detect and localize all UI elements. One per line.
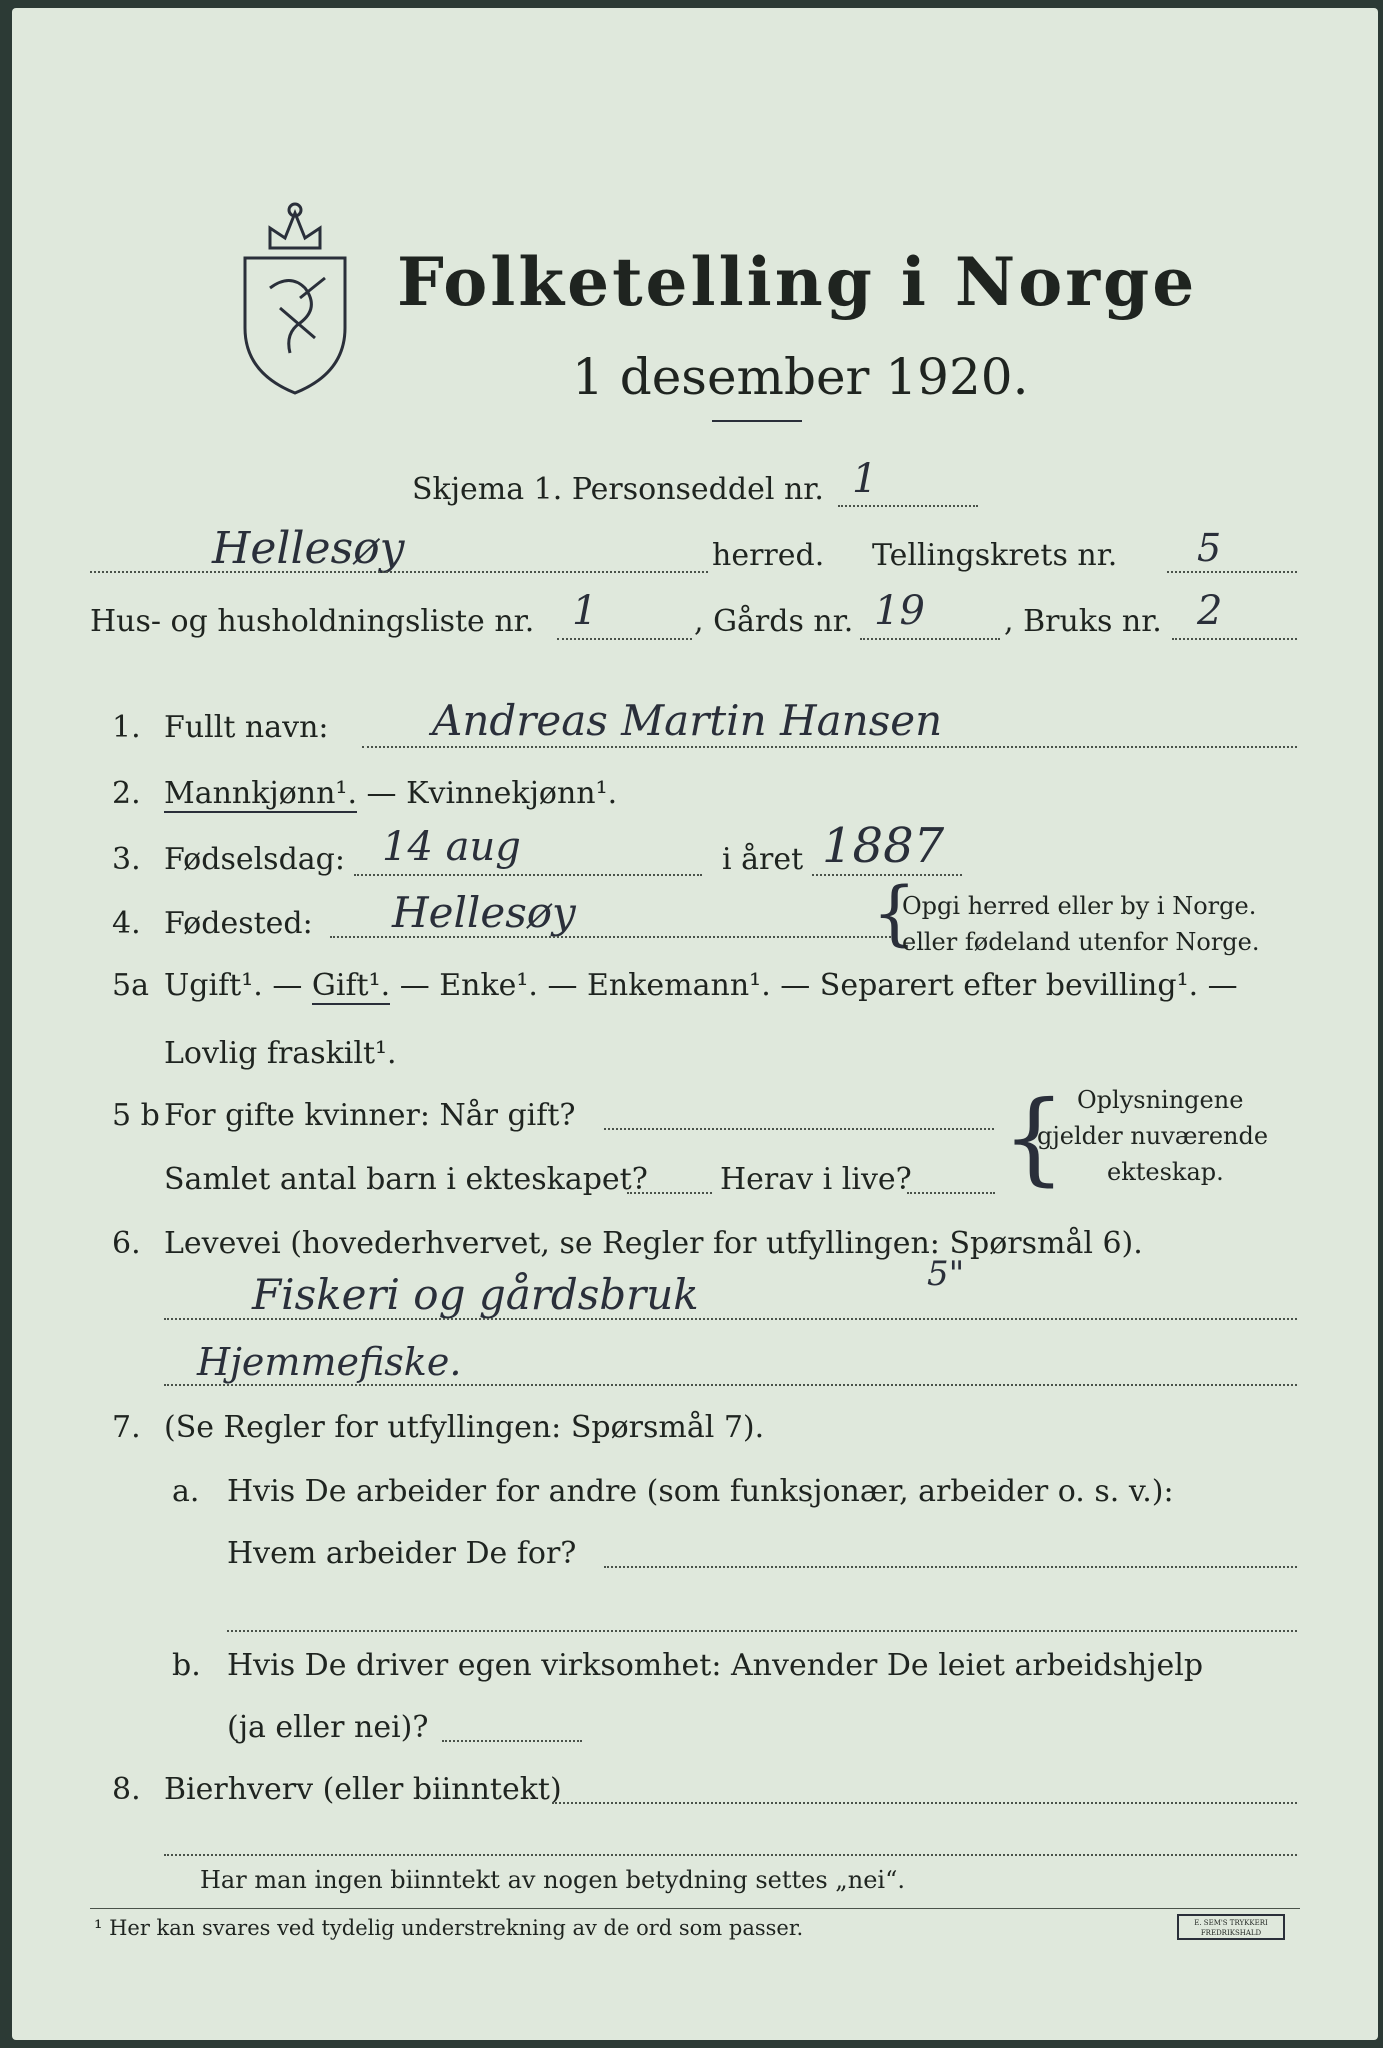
q6-label: Levevei (hovederhvervet, se Regler for utfyllingen: Spørsmål 6). [164,1226,1143,1261]
option-lovlig-fraskilt[interactable]: Lovlig fraskilt¹. [164,1036,397,1071]
q4-note-line1: Opgi herred eller by i Norge. [902,892,1257,920]
q5b-line1: For gifte kvinner: Når gift? [164,1098,576,1133]
herred-answer[interactable]: Hellesøy [212,523,405,574]
birthplace-field[interactable] [330,936,895,938]
q3-label: Fødselsdag: [164,842,345,877]
levevei-answer-2[interactable]: Hjemmefiske. [197,1340,462,1384]
schema-label: Skjema 1. Personseddel nr. [412,472,824,507]
q8-label: Bierhverv (eller biinntekt) [164,1772,562,1807]
q4-label: Fødested: [164,906,313,941]
q5b-number: 5 b [112,1098,160,1133]
q5b-line2a: Samlet antal barn i ekteskapet? [164,1162,648,1197]
birth-year-answer[interactable]: 1887 [822,818,945,874]
levevei-field-1[interactable] [164,1318,1297,1320]
q5b-note2: gjelder nuværende [1037,1122,1269,1150]
birthday-answer[interactable]: 14 aug [382,824,521,870]
bruks-answer[interactable]: 2 [1197,588,1223,634]
q8-number: 8. [112,1772,141,1807]
q6-number: 6. [112,1226,141,1261]
tellingskrets-answer[interactable]: 5 [1197,526,1222,570]
q5a-options [164,968,1238,1003]
bruks-field[interactable] [1172,638,1297,640]
husholdningsliste-label: Hus- og husholdningsliste nr. [90,604,535,639]
full-name-field[interactable] [362,746,1297,748]
q7-number: 7. [112,1410,141,1445]
q5b-brace: { [1002,1079,1066,1196]
printer-stamp-text: E. SEM'S TRYKKERI FREDRIKSHALD [1194,1919,1268,1937]
q5b-line2b: Herav i live? [720,1162,912,1197]
census-date: 1 desember 1920. [572,348,1029,406]
levevei-answer-1[interactable]: Fiskeri og gårdsbruk [252,1270,699,1319]
q8-note: Har man ingen biinntekt av nogen betydning settes „nei“. [200,1866,905,1894]
q1-label: Fullt navn: [164,710,329,745]
gards-answer[interactable]: 19 [874,588,925,634]
q7b-letter: b. [172,1648,201,1683]
bruks-label: , Bruks nr. [1004,604,1162,639]
herred-label: herred. [712,538,825,573]
q4-number: 4. [112,906,141,941]
q2-options [164,776,617,811]
tellingskrets-label: Tellingskrets nr. [872,538,1118,573]
option-ugift[interactable]: Ugift¹. — [164,968,303,1003]
arbeider-for-field[interactable] [604,1566,1297,1568]
tellingskrets-field[interactable] [1167,571,1297,573]
title-rule [712,420,802,422]
q5a-number: 5a [112,968,149,1003]
husholdningsliste-field[interactable] [557,638,692,640]
q5b-note1: Oplysningene [1077,1086,1244,1114]
option-gift[interactable]: Gift¹. [311,968,391,1003]
personseddel-number[interactable]: 1 [852,456,878,502]
personseddel-field[interactable] [838,505,978,507]
option-rest[interactable]: — Enke¹. — Enkemann¹. — Separert efter bevilling¹. — [390,968,1238,1003]
q7-label: (Se Regler for utfyllingen: Spørsmål 7). [164,1410,765,1445]
q5b-note3: ekteskap. [1107,1158,1224,1186]
nar-gift-field[interactable] [604,1128,994,1130]
gards-label: , Gårds nr. [694,604,854,639]
norway-coat-of-arms-icon [230,188,360,398]
printer-stamp [1177,1914,1285,1940]
q4-note-line2: eller fødeland utenfor Norge. [902,928,1260,956]
husholdningsliste-answer[interactable]: 1 [572,588,598,634]
q4-brace: { [872,872,917,954]
bierhverv-field[interactable] [552,1802,1297,1804]
q7a-letter: a. [172,1474,200,1509]
herav-i-live-field[interactable] [907,1192,995,1194]
option-mannkjonn[interactable]: Mannkjønn¹. [164,776,357,811]
footnote-rule [90,1908,1300,1909]
leiet-arbeidshjelp-field[interactable] [442,1740,582,1742]
levevei-field-2[interactable] [164,1384,1297,1386]
gards-field[interactable] [860,638,1000,640]
birthplace-answer[interactable]: Hellesøy [392,888,576,937]
antal-barn-field[interactable] [627,1192,712,1194]
q7b-line2: (ja eller nei)? [227,1710,429,1745]
q2-number: 2. [112,776,141,811]
q3-number: 3. [112,842,141,877]
year-label: i året [722,842,804,877]
footnote: ¹ Her kan svares ved tydelig understrekning av de ord som passer. [94,1916,804,1940]
arbeider-for-field-2[interactable] [227,1630,1297,1632]
bierhverv-field-2[interactable] [164,1854,1297,1856]
form-title: Folketelling i Norge [397,243,1198,321]
birthday-field[interactable] [354,874,702,876]
levevei-answer-1-note[interactable]: 5" [927,1254,965,1294]
q7a-line2: Hvem arbeider De for? [227,1536,577,1571]
q7b-line1: Hvis De driver egen virksomhet: Anvender De leiet arbeidshjelp [227,1648,1204,1683]
full-name-answer[interactable]: Andreas Martin Hansen [432,696,943,745]
q1-number: 1. [112,710,141,745]
herred-field[interactable] [90,571,708,573]
q7a-line1: Hvis De arbeider for andre (som funksjonær, arbeider o. s. v.): [227,1474,1174,1509]
option-kvinnekjonn[interactable]: Kvinnekjønn¹. [406,776,618,811]
q2-separator: — [357,776,407,811]
census-form [12,8,1378,2040]
